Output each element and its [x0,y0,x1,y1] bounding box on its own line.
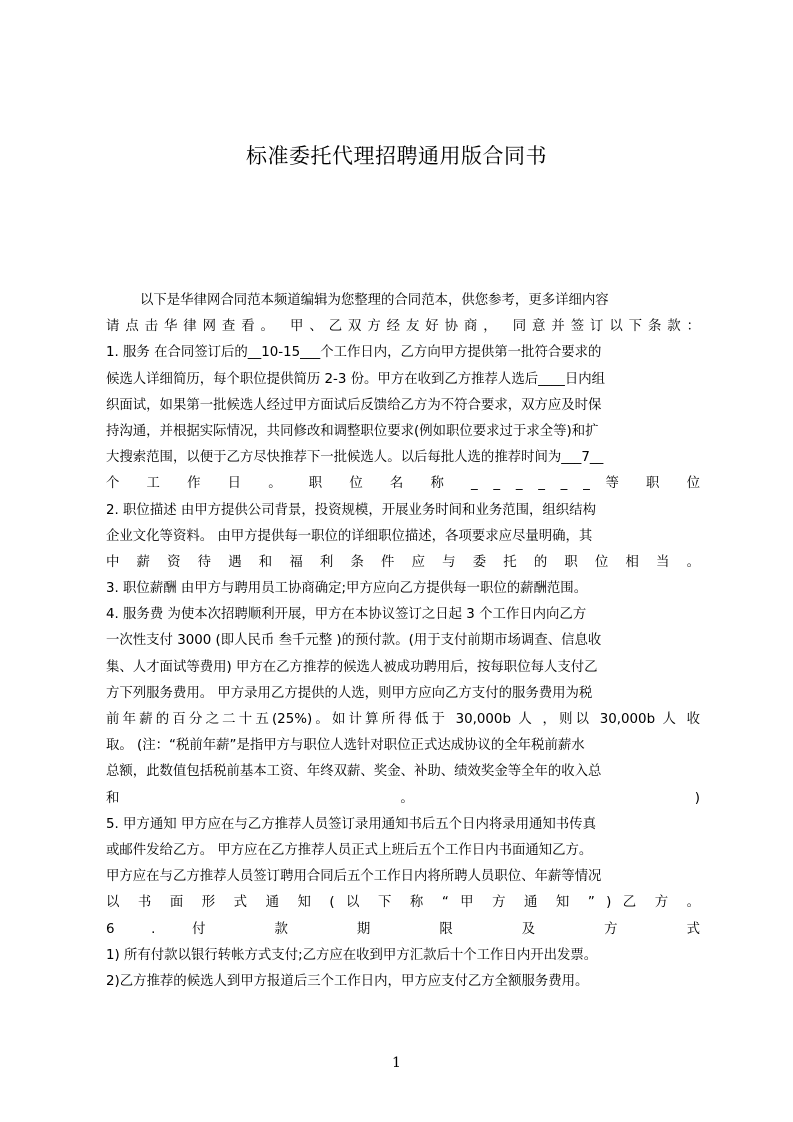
text-line: 候选人详细简历，每个职位提供简历 2-3 份。甲方在收到乙方推荐人选后____日内组 [106,371,606,387]
text-line: 织面试，如果第一批候选人经过甲方面试后反馈给乙方为不符合要求，双方应及时保 [106,397,602,413]
text-line: 甲方应在与乙方推荐人员签订聘用合同后五个工作日内将所聘人员职位、年薪等情况 [106,869,602,885]
text-line: 以下是华律网合同范本频道编辑为您整理的合同范本，供您参考，更多详细内容 [140,293,609,308]
text-line: 请点击华律网查看。 甲、乙双方经友好协商， 同意并签订以下条款： [106,319,700,335]
text-line: 中 薪 资 待 遇 和 福 利 条 件 应 与 委 托 的 职 位 相 当 。 [106,554,700,570]
text-line: 方下列服务费用。 甲方录用乙方提供的人选，则甲方应向乙方支付的服务费用为税 [106,685,593,701]
text-line: 1. 服务 在合同签订后的__10-15___个工作日内，乙方向甲方提供第一批符合要求的 [106,345,602,361]
text-line: 企业文化等资料。 由甲方提供每一职位的详细职位描述，各项要求应尽量明确，其 [106,528,593,544]
text-line: 大搜索范围，以便于乙方尽快推荐下一批候选人。以后每批人选的推荐时间为___7__ [106,450,604,466]
text-line: 持沟通，并根据实际情况，共同修改和调整职位要求(例如职位要求过于求全等)和扩 [106,423,599,439]
text-line: 3. 职位薪酬 由甲方与聘用员工协商确定;甲方应向乙方提供每一职位的薪酬范围。 [106,581,588,597]
text-line: 或邮件发给乙方。 甲方应在乙方推荐人员正式上班后五个工作日内书面通知乙方。 [106,842,593,858]
text-line: 和 。 ) [106,790,700,806]
text-line: 个 工 作 日 。 职 位 名 称 _ _ _ _ _ _ 等 职 位 [106,476,700,492]
text-line: 集、人才面试等费用) 甲方在乙方推荐的候选人被成功聘用后，按每职位每人支付乙 [106,659,598,675]
page-number: 1 [392,1055,401,1071]
text-line: 6 . 付 款 期 限 及 方 式 [106,921,700,937]
text-line: 一次性支付 3000 (即人民币 叁千元整 )的预付款。(用于支付前期市场调查、信息收 [106,633,602,649]
text-line: 5. 甲方通知 甲方应在与乙方推荐人员签订录用通知书后五个日内将录用通知书传真 [106,816,596,832]
text-line: 取。 (注：“税前年薪”是指甲方与职位人选针对职位正式达成协议的全年税前薪水 [106,738,585,754]
text-line: 4. 服务费 为使本次招聘顺利开展，甲方在本协议签订之日起 3 个工作日内向乙方 [106,607,587,623]
text-line: 1) 所有付款以银行转帐方式支付;乙方应在收到甲方汇款后十个工作日内开出发票。 [106,947,598,963]
text-line: 2. 职位描述 由甲方提供公司背景，投资规模，开展业务时间和业务范围，组织结构 [106,502,596,518]
contract-body [106,288,700,995]
text-line: 前年薪的百分之二十五(25%)。如计算所得低于 30,000b 人 ，则以 30,000b 人 收 [106,712,700,727]
document-title: 标准委托代理招聘通用版合同书 [246,144,547,168]
text-line: 2)乙方推荐的候选人到甲方报道后三个工作日内，甲方应支付乙方全额服务费用。 [106,973,589,989]
text-line: 以 书 面 形 式 通 知 ( 以 下 称 “ 甲 方 通 知 ” ) 乙 方 。 [106,895,700,911]
text-line: 总额，此数值包括税前基本工资、年终双薪、奖金、补助、绩效奖金等全年的收入总 [106,764,602,780]
